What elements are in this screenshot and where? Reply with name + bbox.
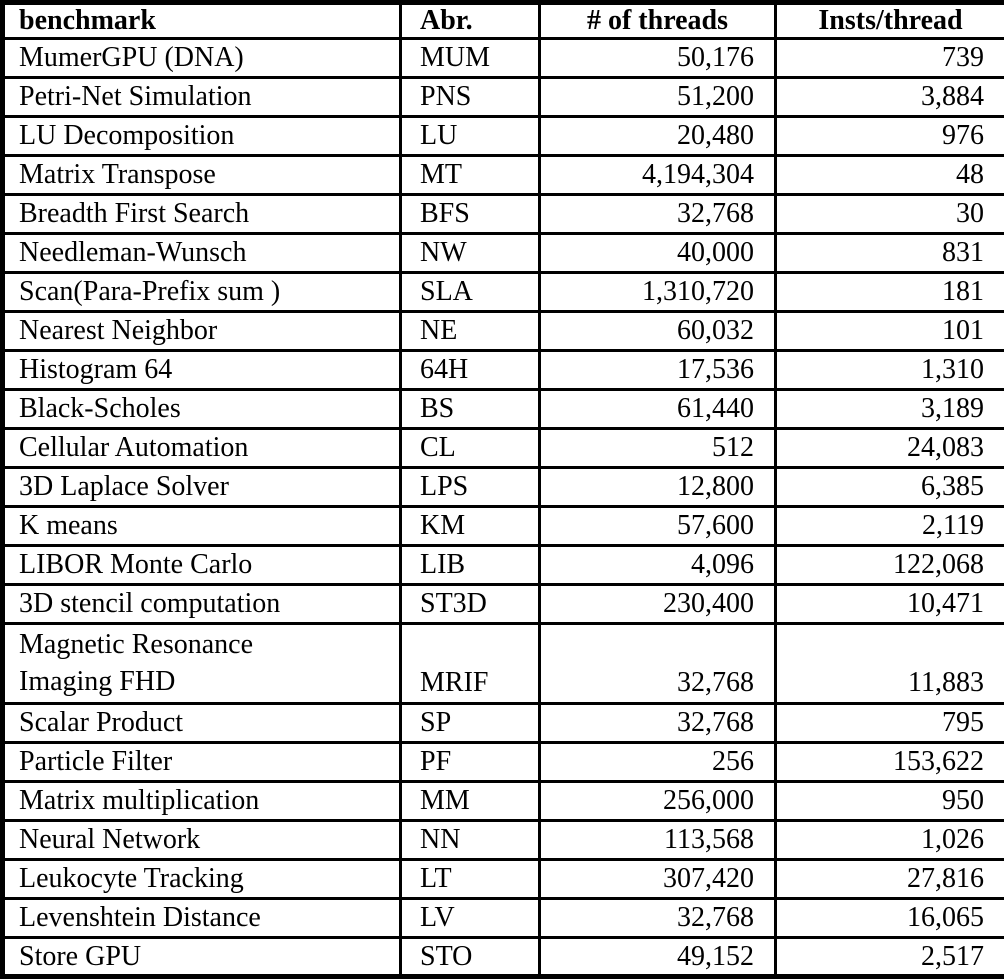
insts-cell: 30 <box>776 195 1004 234</box>
abr-cell: LIB <box>401 546 540 585</box>
threads-cell: 113,568 <box>540 821 776 860</box>
threads-cell: 57,600 <box>540 507 776 546</box>
header-threads: # of threads <box>540 3 776 39</box>
table-row <box>3 156 1004 195</box>
insts-cell: 27,816 <box>776 860 1004 899</box>
abr-cell: CL <box>401 429 540 468</box>
threads-cell: 4,194,304 <box>540 156 776 195</box>
benchmark-cell: Breadth First Search <box>3 195 401 234</box>
insts-cell: 181 <box>776 273 1004 312</box>
insts-cell: 950 <box>776 782 1004 821</box>
abr-cell: MT <box>401 156 540 195</box>
threads-cell: 40,000 <box>540 234 776 273</box>
header-row <box>3 3 1004 39</box>
insts-cell: 101 <box>776 312 1004 351</box>
threads-cell: 32,768 <box>540 899 776 938</box>
threads-cell: 256,000 <box>540 782 776 821</box>
threads-cell: 32,768 <box>540 704 776 743</box>
threads-cell: 20,480 <box>540 117 776 156</box>
abr-cell: LT <box>401 860 540 899</box>
insts-cell: 1,310 <box>776 351 1004 390</box>
insts-cell: 739 <box>776 39 1004 78</box>
abr-cell: MM <box>401 782 540 821</box>
benchmark-cell: Histogram 64 <box>3 351 401 390</box>
threads-cell: 307,420 <box>540 860 776 899</box>
benchmark-cell: K means <box>3 507 401 546</box>
benchmark-cell: 3D Laplace Solver <box>3 468 401 507</box>
abr-cell: SLA <box>401 273 540 312</box>
threads-cell: 49,152 <box>540 938 776 977</box>
insts-cell: 831 <box>776 234 1004 273</box>
insts-cell: 795 <box>776 704 1004 743</box>
table-row <box>3 468 1004 507</box>
table-row <box>3 860 1004 899</box>
table-row <box>3 743 1004 782</box>
benchmark-cell: Levenshtein Distance <box>3 899 401 938</box>
benchmark-cell: LIBOR Monte Carlo <box>3 546 401 585</box>
table-row <box>3 39 1004 78</box>
insts-cell: 10,471 <box>776 585 1004 624</box>
benchmark-cell: Store GPU <box>3 938 401 977</box>
benchmark-cell: Nearest Neighbor <box>3 312 401 351</box>
threads-cell: 512 <box>540 429 776 468</box>
benchmark-cell: Cellular Automation <box>3 429 401 468</box>
threads-cell: 256 <box>540 743 776 782</box>
threads-cell: 230,400 <box>540 585 776 624</box>
abr-cell: ST3D <box>401 585 540 624</box>
benchmark-cell: Needleman-Wunsch <box>3 234 401 273</box>
abr-cell: LPS <box>401 468 540 507</box>
benchmark-cell: Black-Scholes <box>3 390 401 429</box>
threads-cell: 12,800 <box>540 468 776 507</box>
threads-cell: 32,768 <box>540 624 776 704</box>
insts-cell: 1,026 <box>776 821 1004 860</box>
table-row <box>3 899 1004 938</box>
table-row <box>3 507 1004 546</box>
abr-cell: NW <box>401 234 540 273</box>
insts-cell: 122,068 <box>776 546 1004 585</box>
table-row <box>3 351 1004 390</box>
table-row <box>3 195 1004 234</box>
header-insts: Insts/thread <box>776 3 1004 39</box>
table-row <box>3 821 1004 860</box>
insts-cell: 48 <box>776 156 1004 195</box>
benchmark-cell: Matrix Transpose <box>3 156 401 195</box>
insts-cell: 3,884 <box>776 78 1004 117</box>
threads-cell: 60,032 <box>540 312 776 351</box>
threads-cell: 4,096 <box>540 546 776 585</box>
table-row <box>3 117 1004 156</box>
table-row <box>3 78 1004 117</box>
header-benchmark: benchmark <box>3 3 401 39</box>
abr-cell: NN <box>401 821 540 860</box>
threads-cell: 50,176 <box>540 39 776 78</box>
benchmark-cell: Matrix multiplication <box>3 782 401 821</box>
abr-cell: KM <box>401 507 540 546</box>
benchmark-cell: Particle Filter <box>3 743 401 782</box>
benchmark-cell: MumerGPU (DNA) <box>3 39 401 78</box>
benchmark-cell: Scan(Para-Prefix sum ) <box>3 273 401 312</box>
benchmark-cell: Magnetic Resonance Imaging FHD <box>3 624 401 704</box>
abr-cell: SP <box>401 704 540 743</box>
insts-cell: 2,119 <box>776 507 1004 546</box>
abr-cell: PF <box>401 743 540 782</box>
table-row <box>3 704 1004 743</box>
benchmark-cell: Scalar Product <box>3 704 401 743</box>
insts-cell: 3,189 <box>776 390 1004 429</box>
abr-cell: STO <box>401 938 540 977</box>
insts-cell: 24,083 <box>776 429 1004 468</box>
abr-cell: MRIF <box>401 624 540 704</box>
abr-cell: BS <box>401 390 540 429</box>
table-row <box>3 546 1004 585</box>
header-abr: Abr. <box>401 3 540 39</box>
benchmark-cell: Neural Network <box>3 821 401 860</box>
abr-cell: LV <box>401 899 540 938</box>
threads-cell: 61,440 <box>540 390 776 429</box>
insts-cell: 11,883 <box>776 624 1004 704</box>
abr-cell: LU <box>401 117 540 156</box>
table-row <box>3 429 1004 468</box>
threads-cell: 17,536 <box>540 351 776 390</box>
abr-cell: BFS <box>401 195 540 234</box>
table-row <box>3 585 1004 624</box>
table-row <box>3 312 1004 351</box>
table-row <box>3 938 1004 977</box>
table-row <box>3 234 1004 273</box>
abr-cell: PNS <box>401 78 540 117</box>
benchmark-cell: Leukocyte Tracking <box>3 860 401 899</box>
table-row <box>3 782 1004 821</box>
abr-cell: NE <box>401 312 540 351</box>
table-row <box>3 390 1004 429</box>
table-header <box>3 3 1004 39</box>
insts-cell: 976 <box>776 117 1004 156</box>
threads-cell: 32,768 <box>540 195 776 234</box>
benchmark-cell: LU Decomposition <box>3 117 401 156</box>
table-row <box>3 624 1004 704</box>
insts-cell: 6,385 <box>776 468 1004 507</box>
benchmark-cell: 3D stencil computation <box>3 585 401 624</box>
abr-cell: MUM <box>401 39 540 78</box>
insts-cell: 2,517 <box>776 938 1004 977</box>
benchmark-cell: Petri-Net Simulation <box>3 78 401 117</box>
abr-cell: 64H <box>401 351 540 390</box>
threads-cell: 51,200 <box>540 78 776 117</box>
insts-cell: 16,065 <box>776 899 1004 938</box>
table-body <box>3 39 1004 977</box>
table-row <box>3 273 1004 312</box>
insts-cell: 153,622 <box>776 743 1004 782</box>
threads-cell: 1,310,720 <box>540 273 776 312</box>
